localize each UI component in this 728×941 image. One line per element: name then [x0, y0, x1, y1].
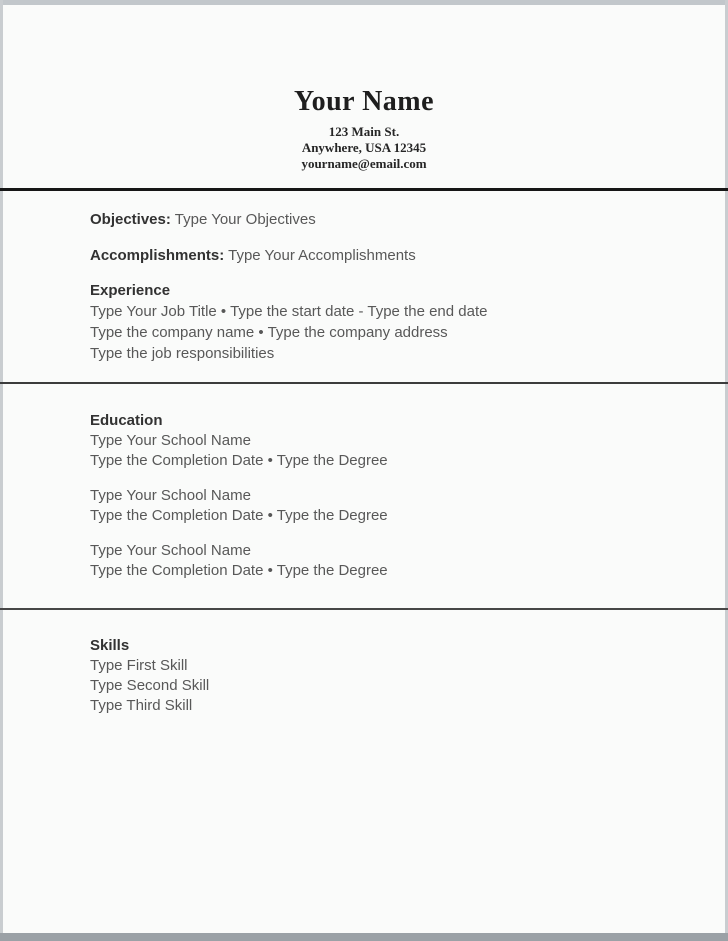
objectives-label: Objectives: — [90, 211, 171, 228]
address-block — [0, 124, 728, 172]
skill-item: Type Second Skill — [90, 677, 210, 694]
experience-company-line: Type the company name • Type the company address — [90, 324, 448, 341]
education-entry — [90, 431, 688, 471]
education-entry — [90, 541, 688, 581]
resume-header — [0, 86, 728, 172]
skills-heading: Skills — [90, 637, 130, 654]
school-name: Type Your School Name — [90, 432, 251, 449]
education-entry — [90, 486, 688, 526]
experience-education-divider — [0, 382, 728, 384]
school-detail: Type the Completion Date • Type the Degree — [90, 507, 388, 524]
page-frame-top — [0, 0, 728, 5]
address-email: yourname@email.com — [301, 156, 427, 171]
experience-job-title-line: Type Your Job Title • Type the start date - Type the end date — [90, 303, 488, 320]
school-name: Type Your School Name — [90, 487, 251, 504]
header-divider-rule — [0, 188, 728, 191]
experience-responsibilities-line: Type the job responsibilities — [90, 345, 275, 362]
address-city: Anywhere, USA 12345 — [301, 140, 427, 155]
name-heading: Your Name — [293, 86, 435, 117]
school-detail: Type the Completion Date • Type the Degree — [90, 562, 388, 579]
education-heading: Education — [90, 412, 163, 429]
address-street: 123 Main St. — [328, 124, 400, 139]
experience-heading: Experience — [90, 282, 171, 299]
school-name: Type Your School Name — [90, 542, 251, 559]
education-section — [90, 410, 688, 581]
skill-item: Type Third Skill — [90, 697, 193, 714]
accomplishments-value: Type Your Accomplishments — [228, 247, 416, 264]
experience-section — [90, 280, 688, 364]
education-skills-divider — [0, 608, 728, 610]
objectives-section — [90, 210, 688, 230]
skill-item: Type First Skill — [90, 657, 188, 674]
objectives-value: Type Your Objectives — [174, 211, 316, 228]
accomplishments-label: Accomplishments: — [90, 247, 225, 264]
school-detail: Type the Completion Date • Type the Degree — [90, 452, 388, 469]
page-frame-bottom — [0, 933, 728, 941]
skills-section — [90, 635, 688, 716]
accomplishments-section — [90, 246, 688, 266]
